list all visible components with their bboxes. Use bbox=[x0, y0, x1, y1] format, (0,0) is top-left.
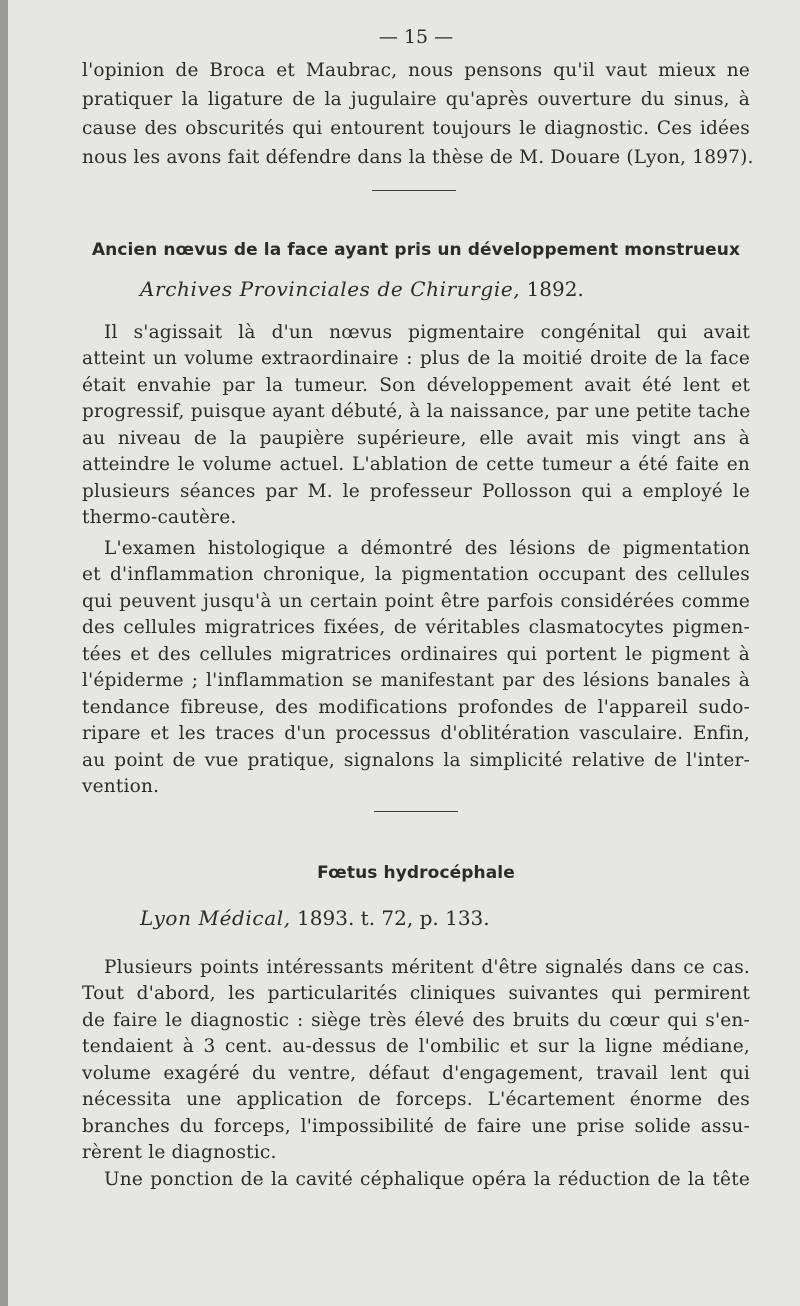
text-line: de faire le diagnostic : siège très élevé des bruits du cœur qui s'en- bbox=[82, 1010, 750, 1031]
text-line: atteindre le volume actuel. L'ablation de cette tumeur a été faite en bbox=[82, 454, 750, 475]
text-line: tendaient à 3 cent. au-dessus de l'ombilic et sur la ligne médiane, bbox=[82, 1036, 750, 1057]
source-citation bbox=[140, 906, 490, 930]
text-line: vention. bbox=[82, 776, 160, 797]
text-line: atteint un volume extraordinaire : plus de la moitié droite de la face bbox=[82, 348, 750, 369]
text-line: l'épiderme ; l'inflammation se manifestant par des lésions banales à bbox=[82, 670, 750, 691]
section-title: Fœtus hydrocéphale bbox=[317, 863, 515, 883]
text-line: Une ponction de la cavité céphalique opéra la réduction de la tête bbox=[104, 1169, 750, 1190]
text-line: volume exagéré du ventre, défaut d'engagement, travail lent qui bbox=[82, 1063, 750, 1084]
text-line: pratiquer la ligature de la jugulaire qu'après ouverture du sinus, à bbox=[82, 89, 750, 110]
text-line: tées et des cellules migratrices ordinaires qui portent le pigment à bbox=[82, 644, 750, 665]
journal-name: Archives Provinciales de Chirurgie, bbox=[140, 277, 521, 301]
text-line: qui peuvent jusqu'à un certain point être parfois considérées comme bbox=[82, 591, 750, 612]
text-line: était envahie par la tumeur. Son développement avait été lent et bbox=[82, 375, 750, 396]
text-line: thermo-cautère. bbox=[82, 507, 237, 528]
text-line: l'opinion de Broca et Maubrac, nous pensons qu'il vaut mieux ne bbox=[82, 60, 750, 81]
journal-reference: 1893. t. 72, p. 133. bbox=[290, 906, 490, 930]
journal-reference: 1892. bbox=[520, 277, 584, 301]
text-line: plusieurs séances par M. le professeur Pollosson qui a employé le bbox=[82, 481, 750, 502]
text-line: nécessita une application de forceps. L'écartement énorme des bbox=[82, 1089, 750, 1110]
journal-name: Lyon Médical, bbox=[140, 906, 291, 930]
text-line: L'examen histologique a démontré des lésions de pigmentation bbox=[104, 538, 750, 559]
page-edge bbox=[0, 0, 8, 1306]
text-line: au niveau de la paupière supérieure, elle avait mis vingt ans à bbox=[82, 428, 750, 449]
section-title: Ancien nœvus de la face ayant pris un développement monstrueux bbox=[91, 240, 741, 260]
text-line: ripare et les traces d'un processus d'oblitération vasculaire. Enfin, bbox=[82, 723, 750, 744]
text-line: Plusieurs points intéressants méritent d'être signalés dans ce cas. bbox=[104, 957, 750, 978]
section-divider bbox=[374, 811, 458, 812]
source-citation bbox=[140, 277, 584, 301]
text-line: des cellules migratrices fixées, de véritables clasmatocytes pigmen- bbox=[82, 617, 750, 638]
text-line: branches du forceps, l'impossibilité de faire une prise solide assu- bbox=[82, 1116, 750, 1137]
text-line: rèrent le diagnostic. bbox=[82, 1142, 277, 1163]
text-line: Tout d'abord, les particularités cliniques suivantes qui permirent bbox=[82, 983, 750, 1004]
text-line: nous les avons fait défendre dans la thèse de M. Douare (Lyon, 1897). bbox=[82, 147, 754, 168]
text-line: et d'inflammation chronique, la pigmentation occupant des cellules bbox=[82, 564, 750, 585]
text-line: progressif, puisque ayant débuté, à la naissance, par une petite tache bbox=[82, 401, 751, 422]
text-line: tendance fibreuse, des modifications profondes de l'appareil sudo- bbox=[82, 697, 750, 718]
section-divider bbox=[372, 190, 456, 191]
text-line: au point de vue pratique, signalons la simplicité relative de l'inter- bbox=[82, 750, 750, 771]
text-line: cause des obscurités qui entourent toujours le diagnostic. Ces idées bbox=[82, 118, 750, 139]
page-number: — 15 — bbox=[378, 26, 454, 48]
text-line: Il s'agissait là d'un nœvus pigmentaire congénital qui avait bbox=[104, 322, 750, 343]
